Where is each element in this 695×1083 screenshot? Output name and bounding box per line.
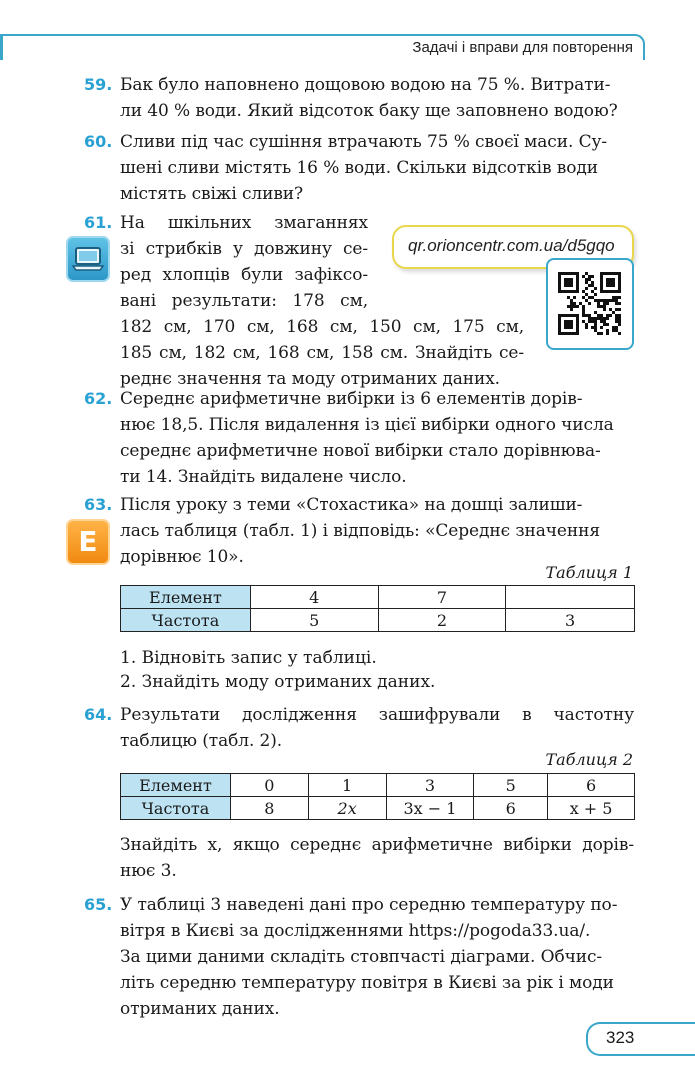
table-cell: 4 bbox=[250, 586, 378, 609]
table-cell: 6 bbox=[474, 797, 548, 820]
task-item: 2. Знайдіть моду отриманих даних. bbox=[120, 672, 436, 692]
header-title: Задачі і вправи для повторення bbox=[412, 39, 633, 56]
problem-text bbox=[120, 702, 634, 754]
table-2-caption: Таблиця 2 bbox=[545, 750, 633, 769]
table-cell: 1 bbox=[308, 774, 386, 797]
table-cell: 5 bbox=[250, 609, 378, 632]
problem-number: 60. bbox=[84, 132, 113, 151]
page-number: 323 bbox=[606, 1028, 635, 1047]
problem-text bbox=[120, 386, 634, 490]
e-letter-icon: E bbox=[66, 519, 110, 565]
table-cell bbox=[506, 586, 635, 609]
table-row bbox=[121, 586, 635, 609]
text-line: На шкільних змаганнях bbox=[120, 213, 368, 233]
text-line: Сливи під час сушіння втрачають 75 % своєї маси. Су- bbox=[120, 132, 608, 152]
text-line: Знайдіть x, якщо середнє арифметичне вибірки дорів- bbox=[120, 835, 634, 855]
table-cell: 3 bbox=[506, 609, 635, 632]
table-cell-label: Частота bbox=[121, 797, 231, 820]
text-line: ти 14. Знайдіть видалене число. bbox=[120, 467, 407, 487]
text-line: реднє значення та моду отриманих даних. bbox=[120, 369, 500, 389]
text-line: дорівнює 10». bbox=[120, 547, 244, 567]
task-item: 1. Відновіть запис у таблиці. bbox=[120, 648, 377, 668]
page-header bbox=[0, 34, 645, 60]
text-line: Результати дослідження зашифрували в частотну bbox=[120, 705, 634, 725]
table-2 bbox=[120, 773, 635, 820]
text-line: Бак було наповнено дощовою водою на 75 %. Витрати- bbox=[120, 75, 611, 95]
table-cell: 7 bbox=[378, 586, 506, 609]
table-cell: x + 5 bbox=[548, 797, 635, 820]
table-cell: 8 bbox=[230, 797, 308, 820]
table-cell: 6 bbox=[548, 774, 635, 797]
table-cell: 0 bbox=[230, 774, 308, 797]
problem-number: 62. bbox=[84, 389, 113, 408]
page-number-tab bbox=[586, 1022, 695, 1056]
table-cell: 2 bbox=[378, 609, 506, 632]
table-cell: 3x − 1 bbox=[386, 797, 474, 820]
text-line: нює 18,5. Після видалення із цієї вибірки одного числа bbox=[120, 415, 614, 435]
text-line: У таблиці 3 наведені дані про середню температуру по- bbox=[120, 895, 618, 915]
text-line: середнє арифметичне нової вибірки стало дорівнюва- bbox=[120, 441, 601, 461]
text-line: містять свіжі сливи? bbox=[120, 184, 304, 204]
problem-number: 64. bbox=[84, 705, 113, 724]
table-cell: 3 bbox=[386, 774, 474, 797]
text-line: таблицю (табл. 2). bbox=[120, 731, 283, 751]
text-line: літь середню температуру повітря в Києві за рік і моди bbox=[120, 973, 614, 993]
problem-text bbox=[120, 892, 634, 1022]
text-line: 185 см, 182 см, 168 см, 158 см. Знайдіть се- bbox=[120, 343, 524, 363]
text-line: нює 3. bbox=[120, 861, 177, 881]
table-row bbox=[121, 609, 635, 632]
table-cell-label: Елемент bbox=[121, 586, 251, 609]
table-cell-label: Частота bbox=[121, 609, 251, 632]
problem-number: 59. bbox=[84, 75, 113, 94]
text-line: шені сливи містять 16 % води. Скільки відсотків води bbox=[120, 158, 598, 178]
text-line: вані результати: 178 см, bbox=[120, 291, 368, 311]
problem-text bbox=[120, 129, 634, 207]
header-left-bar bbox=[0, 36, 3, 60]
problem-number: 61. bbox=[84, 213, 113, 232]
text-line: отриманих даних. bbox=[120, 999, 280, 1019]
laptop-icon bbox=[66, 236, 110, 282]
text-line: 182 см, 170 см, 168 см, 150 см, 175 см, bbox=[120, 317, 524, 337]
text-line: За цими даними складіть стовпчасті діаграми. Обчис- bbox=[120, 947, 603, 967]
qr-code-icon bbox=[546, 258, 634, 350]
table-cell: 2x bbox=[308, 797, 386, 820]
table-row bbox=[121, 774, 635, 797]
problem-number: 63. bbox=[84, 495, 113, 514]
problem-64-question bbox=[120, 832, 634, 884]
text-line: лась таблиця (табл. 1) і відповідь: «Середнє значення bbox=[120, 521, 600, 541]
problem-number: 65. bbox=[84, 895, 113, 914]
table-row bbox=[121, 797, 635, 820]
text-line: вітря в Києві за дослідженнями https://pogoda33.ua/. bbox=[120, 921, 591, 941]
text-line: Середнє арифметичне вибірки із 6 елементів дорів- bbox=[120, 389, 583, 409]
text-line: Після уроку з теми «Стохастика» на дошці залиши- bbox=[120, 495, 583, 515]
text-line: ли 40 % води. Який відсоток баку ще заповнено водою? bbox=[120, 101, 618, 121]
problem-text bbox=[120, 492, 634, 570]
table-cell: 5 bbox=[474, 774, 548, 797]
qr-url-text[interactable]: qr.orioncentr.com.ua/d5gqo bbox=[408, 236, 615, 255]
text-line: зі стрибків у довжину се- bbox=[120, 239, 368, 259]
text-line: ред хлопців були зафіксо- bbox=[120, 265, 368, 285]
table-cell-label: Елемент bbox=[121, 774, 231, 797]
problem-text bbox=[120, 72, 634, 124]
table-1 bbox=[120, 585, 635, 632]
table-1-caption: Таблиця 1 bbox=[545, 563, 633, 582]
